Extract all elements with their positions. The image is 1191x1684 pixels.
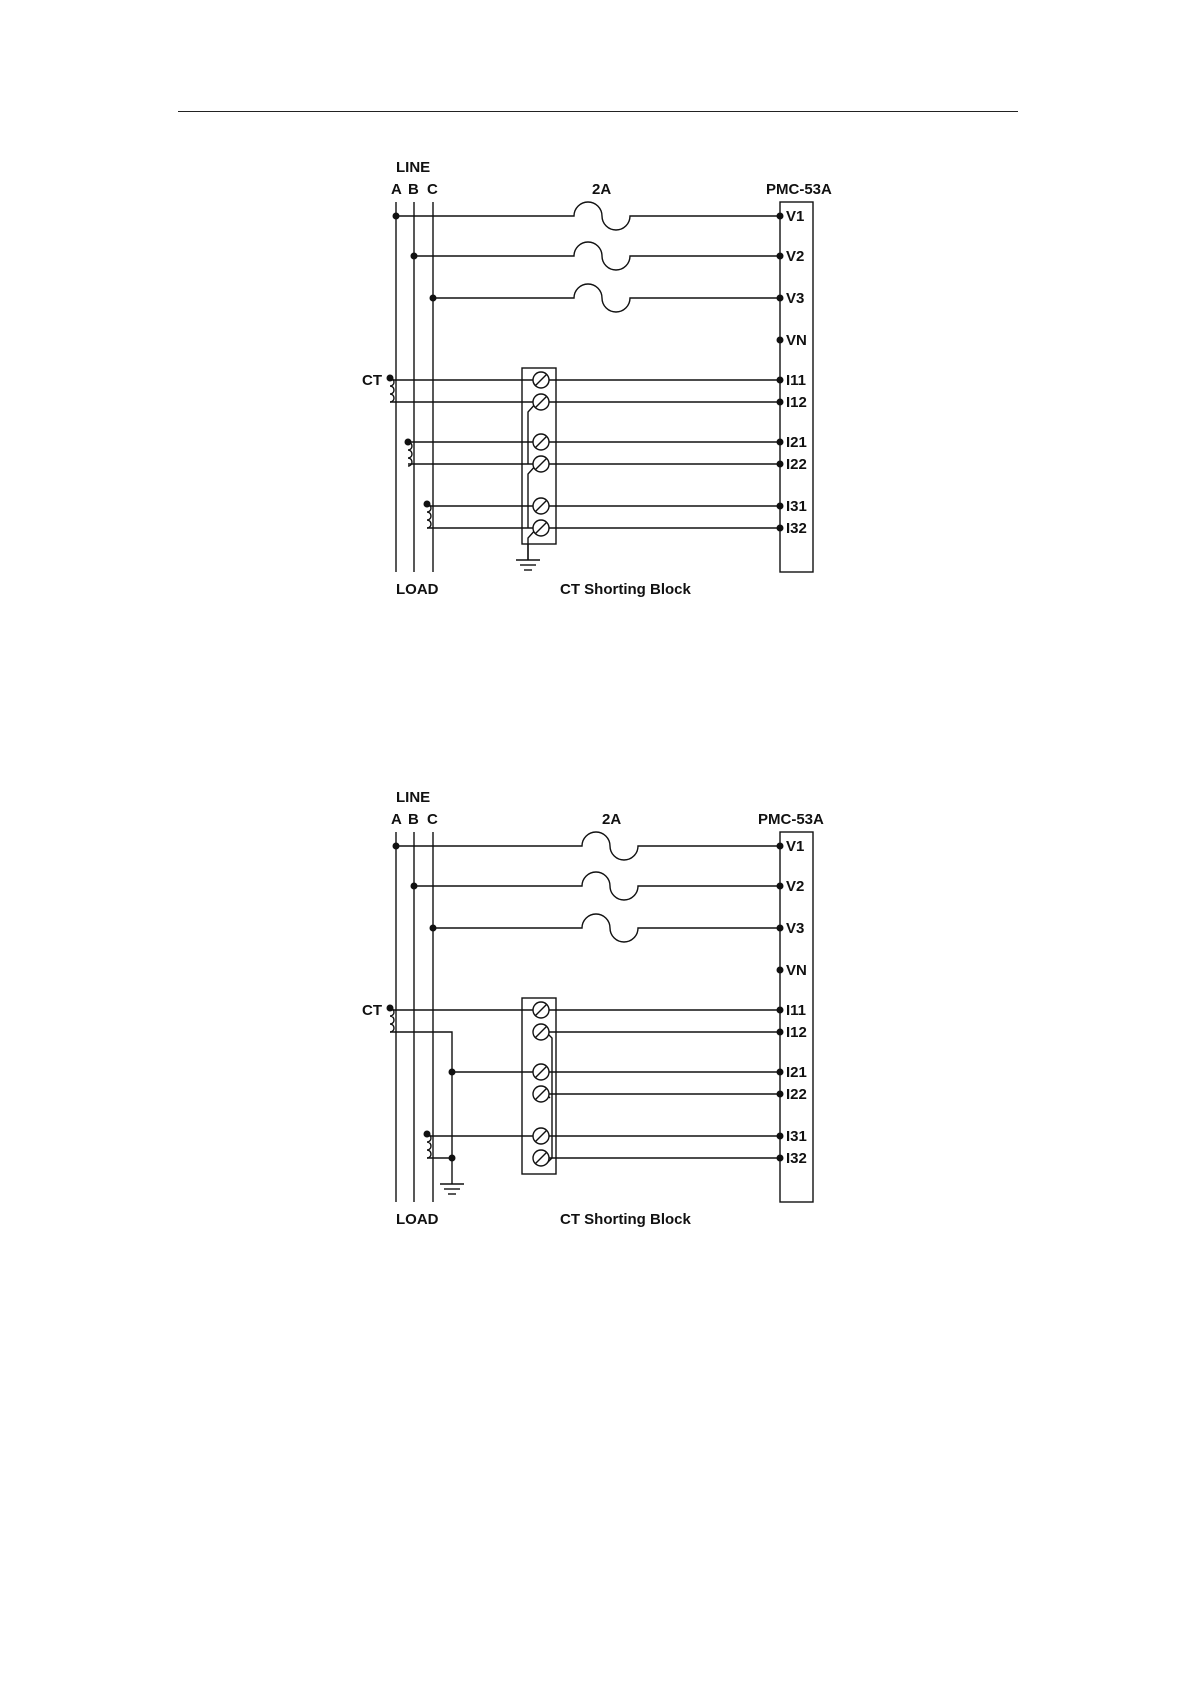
terminal-v2-label: V2 — [786, 878, 805, 895]
junction-dot — [393, 213, 400, 220]
ct-label: CT — [362, 1002, 382, 1019]
line-label: LINE — [396, 159, 431, 176]
terminal-i12-label: I12 — [786, 1024, 807, 1041]
ct-coil-a — [390, 378, 394, 402]
v1-fused-line — [396, 202, 780, 230]
terminal-dot — [777, 925, 784, 932]
terminal-i31-label: I31 — [786, 498, 807, 515]
terminal-v1-label: V1 — [786, 838, 805, 855]
v2-fused-line — [414, 242, 780, 270]
phase-c-label: C — [427, 181, 438, 198]
device-label: PMC-53A — [758, 811, 824, 828]
v1-fused-line — [396, 832, 780, 860]
terminal-dot — [777, 253, 784, 260]
terminal-v3-label: V3 — [786, 920, 805, 937]
junction-dot — [430, 925, 437, 932]
current-wires — [546, 380, 780, 528]
block-label: CT Shorting Block — [560, 1211, 691, 1228]
terminal-vn-label: VN — [786, 332, 807, 349]
phase-a-label: A — [391, 181, 402, 198]
load-label: LOAD — [396, 581, 439, 598]
current-wires — [546, 1010, 780, 1158]
fuse-label: 2A — [592, 181, 612, 198]
ct-label: CT — [362, 372, 382, 389]
ct-coil-a — [390, 1008, 394, 1032]
ct-coil-c — [427, 504, 431, 528]
junction-dot — [411, 253, 418, 260]
phase-b-label: B — [408, 181, 419, 198]
terminal-i22-label: I22 — [786, 1086, 807, 1103]
block-label: CT Shorting Block — [560, 581, 691, 598]
ct-coil-c — [427, 1134, 431, 1158]
phase-c-label: C — [427, 811, 438, 828]
phase-b-label: B — [408, 811, 419, 828]
v3-fused-line — [433, 284, 780, 312]
wiring-diagram-2 — [0, 780, 1191, 1240]
terminal-i12-label: I12 — [786, 394, 807, 411]
ground-symbol — [516, 544, 540, 570]
terminal-i32-label: I32 — [786, 520, 807, 537]
junction-dot — [411, 883, 418, 890]
terminal-i32-label: I32 — [786, 1150, 807, 1167]
ct-b-wire — [408, 442, 537, 464]
fuse-label: 2A — [602, 811, 622, 828]
v2-fused-line — [414, 872, 780, 900]
terminal-i11-label: I11 — [786, 372, 807, 389]
terminal-v2-label: V2 — [786, 248, 805, 265]
terminal-vn-label: VN — [786, 962, 807, 979]
terminal-dot — [777, 337, 784, 344]
terminal-i21-label: I21 — [786, 434, 807, 451]
terminal-v1-label: V1 — [786, 208, 805, 225]
ct-c-wire — [427, 506, 537, 528]
terminal-i11-label: I11 — [786, 1002, 807, 1019]
terminal-dot — [777, 295, 784, 302]
device-label: PMC-53A — [766, 181, 832, 198]
terminal-dot — [777, 967, 784, 974]
terminal-dot — [777, 213, 784, 220]
line-label: LINE — [396, 789, 431, 806]
ground-symbol — [440, 1158, 464, 1194]
ct-c-wire — [427, 1136, 537, 1158]
junction-dot — [449, 1069, 456, 1076]
ct-coil-b — [408, 442, 412, 466]
wiring-diagram-1 — [0, 150, 1191, 610]
junction-dot — [393, 843, 400, 850]
ct-a-wire — [390, 380, 537, 402]
terminal-dot — [777, 843, 784, 850]
junction-dot — [430, 295, 437, 302]
phase-a-label: A — [391, 811, 402, 828]
v3-fused-line — [433, 914, 780, 942]
terminal-v3-label: V3 — [786, 290, 805, 307]
page-header-rule — [178, 111, 1018, 112]
terminal-i31-label: I31 — [786, 1128, 807, 1145]
terminal-dot — [777, 883, 784, 890]
terminal-i21-label: I21 — [786, 1064, 807, 1081]
terminal-i22-label: I22 — [786, 456, 807, 473]
load-label: LOAD — [396, 1211, 439, 1228]
